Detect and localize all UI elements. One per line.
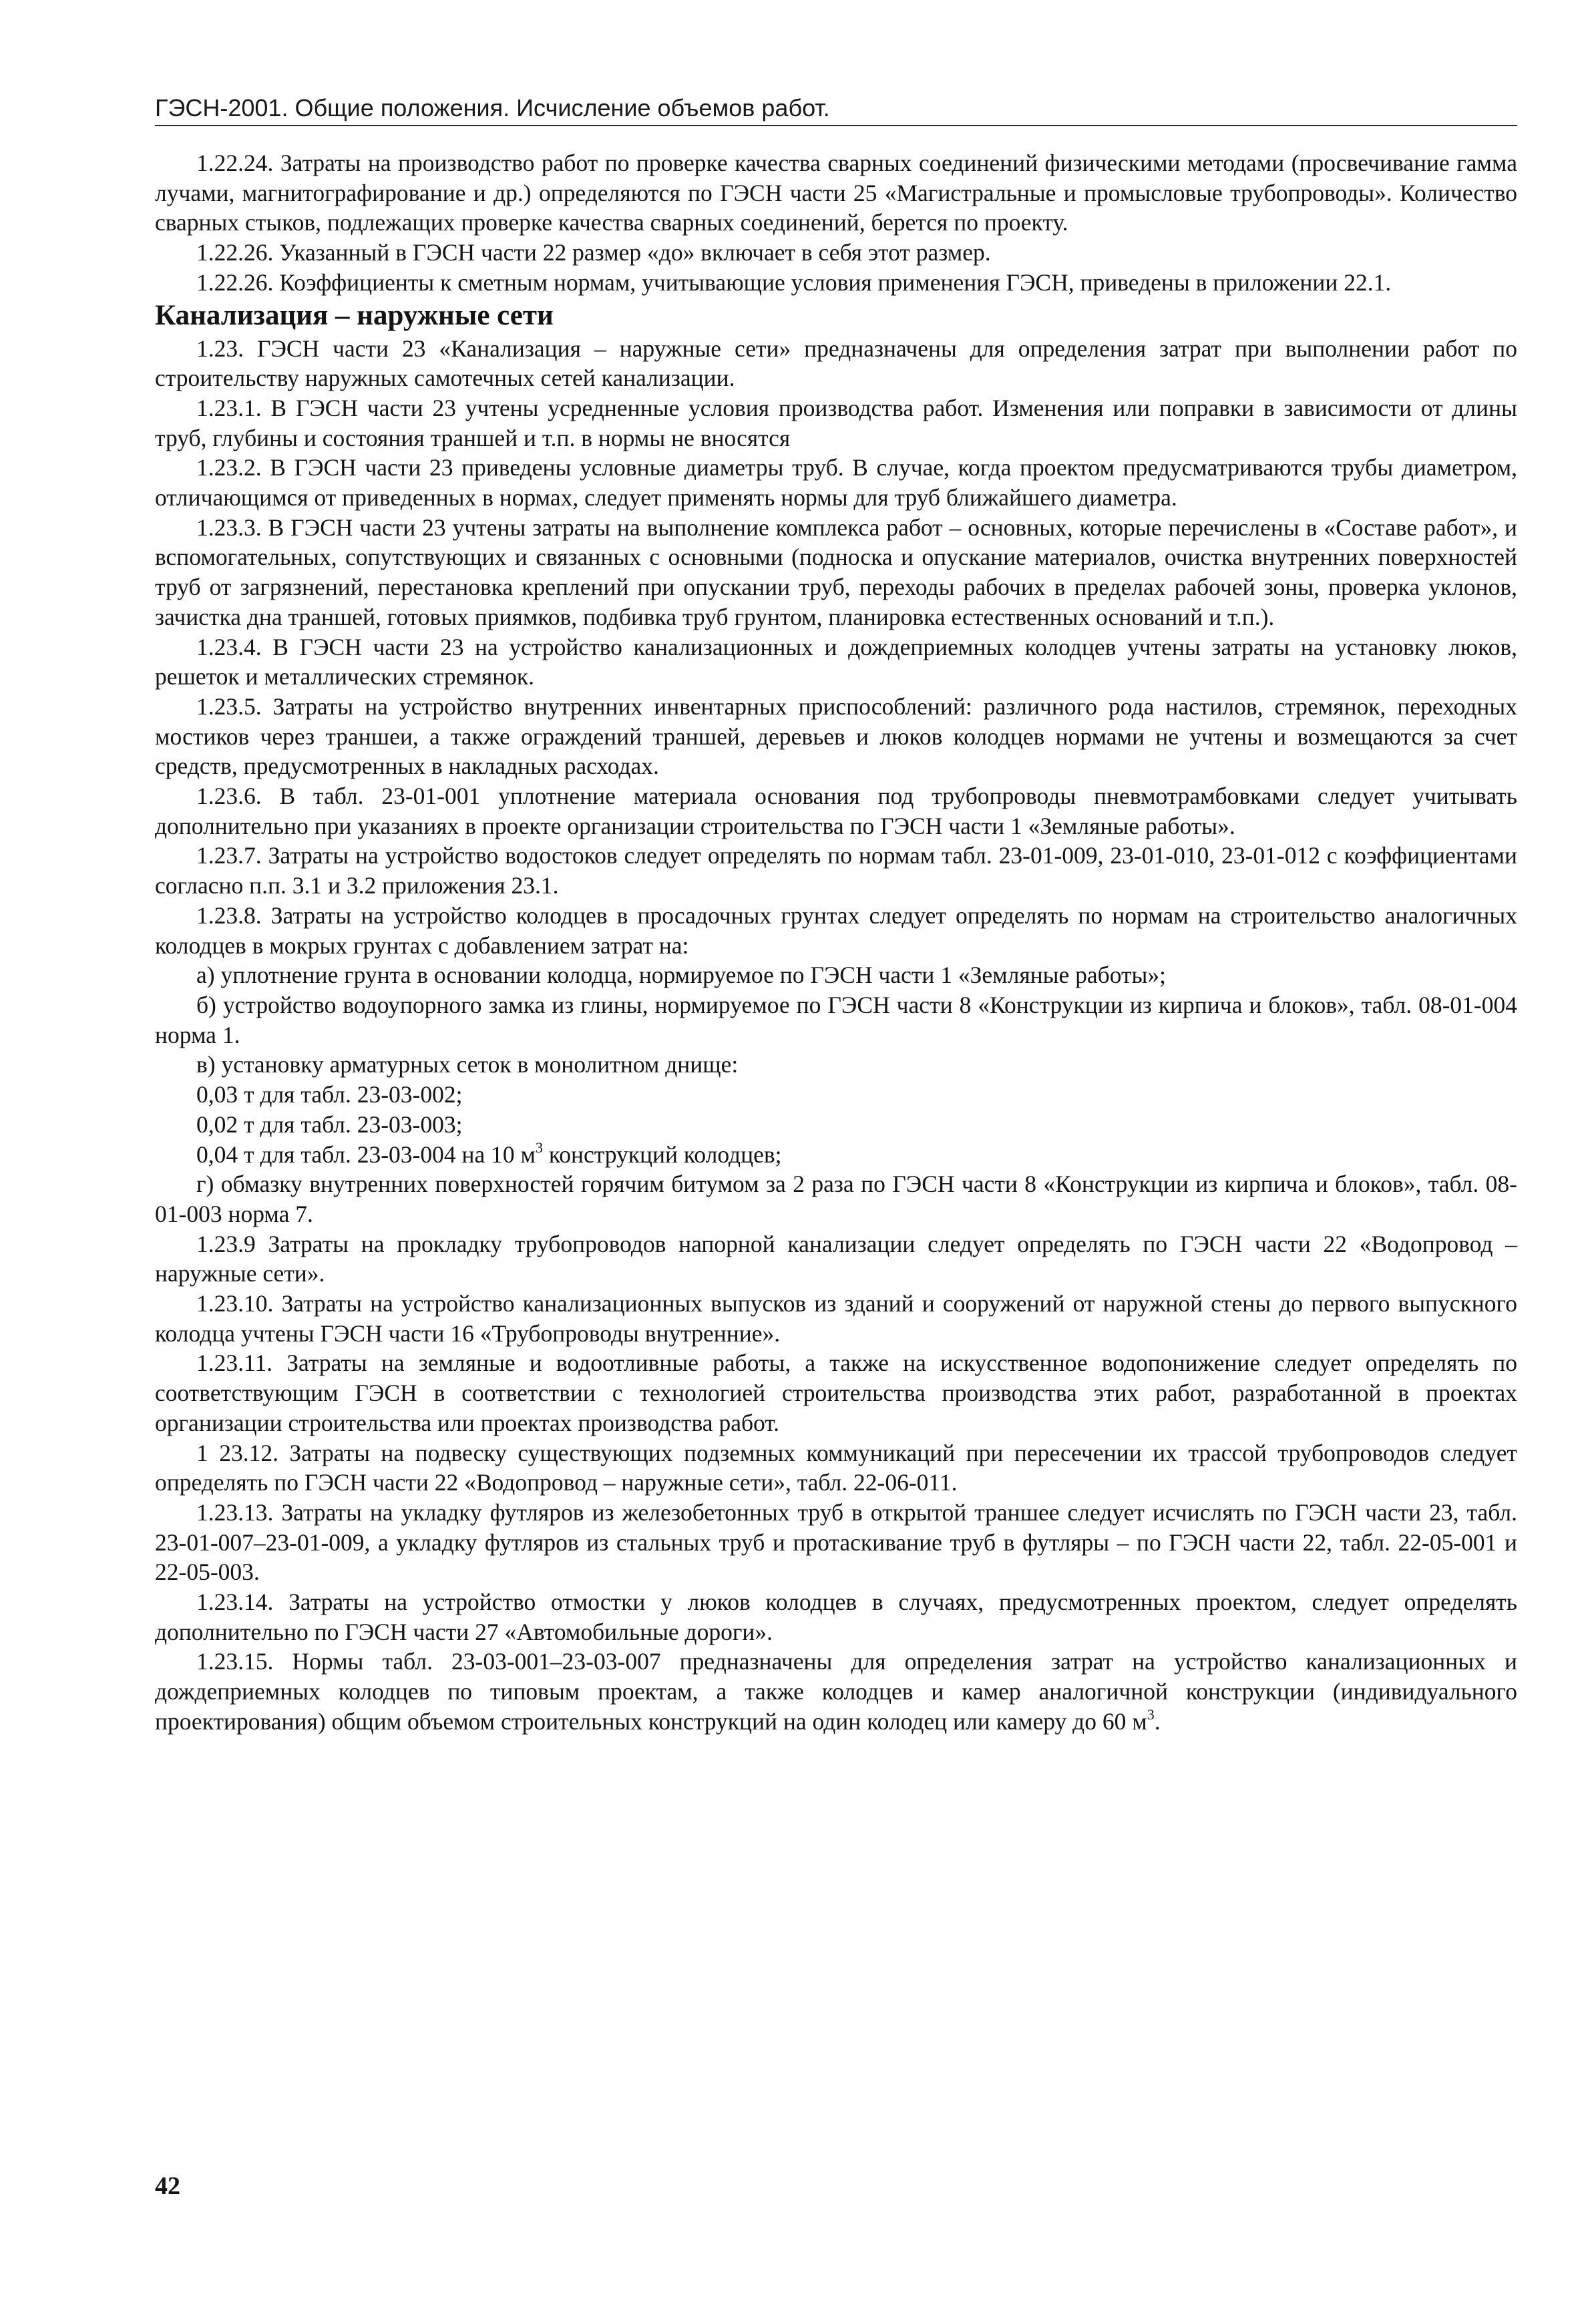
paragraph: 1.23.1. В ГЭСН части 23 учтены усредненные условия производства работ. Изменения или поправки в зависимости от длины труб, глубины и состояния траншей и т.п. в нормы не вносятся [155,394,1517,451]
paragraph: 1.23.7. Затраты на устройство водостоков следует определять по нормам табл. 23-01-009, 23-01-010, 23-01-012 с коэффициентами согласно п.п. 3.1 и 3.2 приложения 23.1. [155,842,1517,899]
final-paragraph-text: 1.23.15. Нормы табл. 23-03-001–23-03-007 предназначены для определения затрат на устройство канализационных и дождеприемных колодцев по типовым проектам, а также колодцев и камер аналогичной конструкции (индивидуального проектирования) общим объемом строительных конструкций на один колодец или камеру до 60 м [155,1648,1517,1735]
section-title: Канализация – наружные сети [155,299,554,331]
paragraph: 1.22.26. Указанный в ГЭСН части 22 размер «до» включает в себя этот размер. [196,239,991,266]
rebar-line-suffix: конструкций колодцев; [542,1140,782,1168]
page-number: 42 [155,2172,180,2200]
paragraph: 1.23. ГЭСН части 23 «Канализация – наружные сети» предназначены для определения затрат при выполнении работ по строительству наружных самотечных сетей канализации. [155,335,1517,392]
paragraph [155,1647,1517,1736]
header-rule [155,125,1517,126]
paragraph: 1.23.10. Затраты на устройство канализационных выпусков из зданий и сооружений от наружной стены до первого выпускного колодца учтены ГЭСН части 16 «Трубопроводы внутренние». [155,1290,1517,1347]
paragraph: 1.22.24. Затраты на производство работ по проверке качества сварных соединений физическими методами (просвечивание гамма лучами, магнитографирование и др.) определяются по ГЭСН части 25 «Магистральные и промысловые трубопроводы». Количество сварных стыков, подлежащих проверке качества сварных соединений, берется по проекту. [155,150,1517,236]
paragraph: 1.23.14. Затраты на устройство отмостки у люков колодцев в случаях, предусмотренных проектом, следует определять дополнительно по ГЭСН части 27 «Автомобильные дороги». [155,1589,1517,1645]
paragraph: 1.23.11. Затраты на земляные и водоотливные работы, а также на искусственное водопонижение следует определять по соответствующим ГЭСН в соответствии с технологией строительства производства этих работ, разработанной в проектах организации строительства или проектах производства работ. [155,1349,1517,1436]
list-item: 0,03 т для табл. 23-03-002; [196,1081,463,1108]
list-item [155,1140,1517,1170]
list-item: б) устройство водоупорного замка из глины, нормируемое по ГЭСН части 8 «Конструкции из кирпича и блоков», табл. 08-01-004 норма 1. [155,991,1517,1048]
superscript: 3 [1147,1705,1155,1723]
paragraph: 1.22.26. Коэффициенты к сметным нормам, учитывающие условия применения ГЭСН, приведены в приложении 22.1. [196,268,1392,296]
paragraph: 1.23.8. Затраты на устройство колодцев в просадочных грунтах следует определять по нормам на строительство аналогичных колодцев в мокрых грунтах с добавлением затрат на: [155,901,1517,959]
list-item: в) установку арматурных сеток в монолитном днище: [196,1051,739,1078]
body-text [155,148,1517,1737]
list-item: а) уплотнение грунта в основании колодца, нормируемое по ГЭСН части 1 «Земляные работы»; [196,962,1166,989]
paragraph: 1.23.9 Затраты на прокладку трубопроводов напорной канализации следует определять по ГЭСН части 22 «Водопровод – наружные сети». [155,1230,1517,1287]
paragraph: 1.23.5. Затраты на устройство внутренних инвентарных приспособлений: различного рода настилов, стремянок, переходных мостиков через траншеи, а также ограждений траншей, деревьев и люков колодцев нормами не учтены и возмещаются за счет средств, предусмотренных в накладных расходах. [155,692,1517,780]
list-item: г) обмазку внутренних поверхностей горячим битумом за 2 раза по ГЭСН части 8 «Конструкции из кирпича и блоков», табл. 08-01-003 норма 7. [155,1171,1517,1227]
superscript: 3 [535,1138,543,1156]
running-header: ГЭСН-2001. Общие положения. Исчисление объемов работ. [155,94,830,122]
paragraph: 1.23.2. В ГЭСН части 23 приведены условные диаметры труб. В случае, когда проектом предусматриваются трубы диаметром, отличающимся от приведенных в нормах, следует применять нормы для труб ближайшего диаметра. [155,454,1517,511]
paragraph: 1.23.13. Затраты на укладку футляров из железобетонных труб в открытой траншее следует исчислять по ГЭСН части 23, табл. 23-01-007–23-01-009, а укладку футляров из стальных труб и протаскивание труб в футляры – по ГЭСН части 22, табл. 22-05-001 и 22-05-003. [155,1498,1517,1586]
final-paragraph-suffix: . [1154,1707,1161,1735]
paragraph: 1.23.6. В табл. 23-01-001 уплотнение материала основания под трубопроводы пневмотрамбовками следует учитывать дополнительно при указаниях в проекте организации строительства по ГЭСН части 1 «Земляные работы». [155,783,1517,839]
paragraph: 1.23.3. В ГЭСН части 23 учтены затраты на выполнение комплекса работ – основных, которые перечислены в «Составе работ», и вспомогательных, сопутствующих и связанных с основными (подноска и опускание материалов, очистка внутренних поверхностей труб от загрязнений, перестановка креплений при опускании труб, переходы рабочих в пределах рабочей зоны, проверка уклонов, зачистка дна траншей, готовых приямков, подбивка труб грунтом, планировка естественных оснований и т.п.). [155,513,1517,630]
paragraph: 1.23.4. В ГЭСН части 23 на устройство канализационных и дождеприемных колодцев учтены затраты на установку люков, решеток и металлических стремянок. [155,633,1517,690]
paragraph: 1 23.12. Затраты на подвеску существующих подземных коммуникаций при пересечении их трассой трубопроводов следует определять по ГЭСН части 22 «Водопровод – наружные сети», табл. 22-06-011. [155,1439,1517,1496]
rebar-line-text: 0,04 т для табл. 23-03-004 на 10 м [196,1140,536,1168]
list-item: 0,02 т для табл. 23-03-003; [196,1110,463,1138]
